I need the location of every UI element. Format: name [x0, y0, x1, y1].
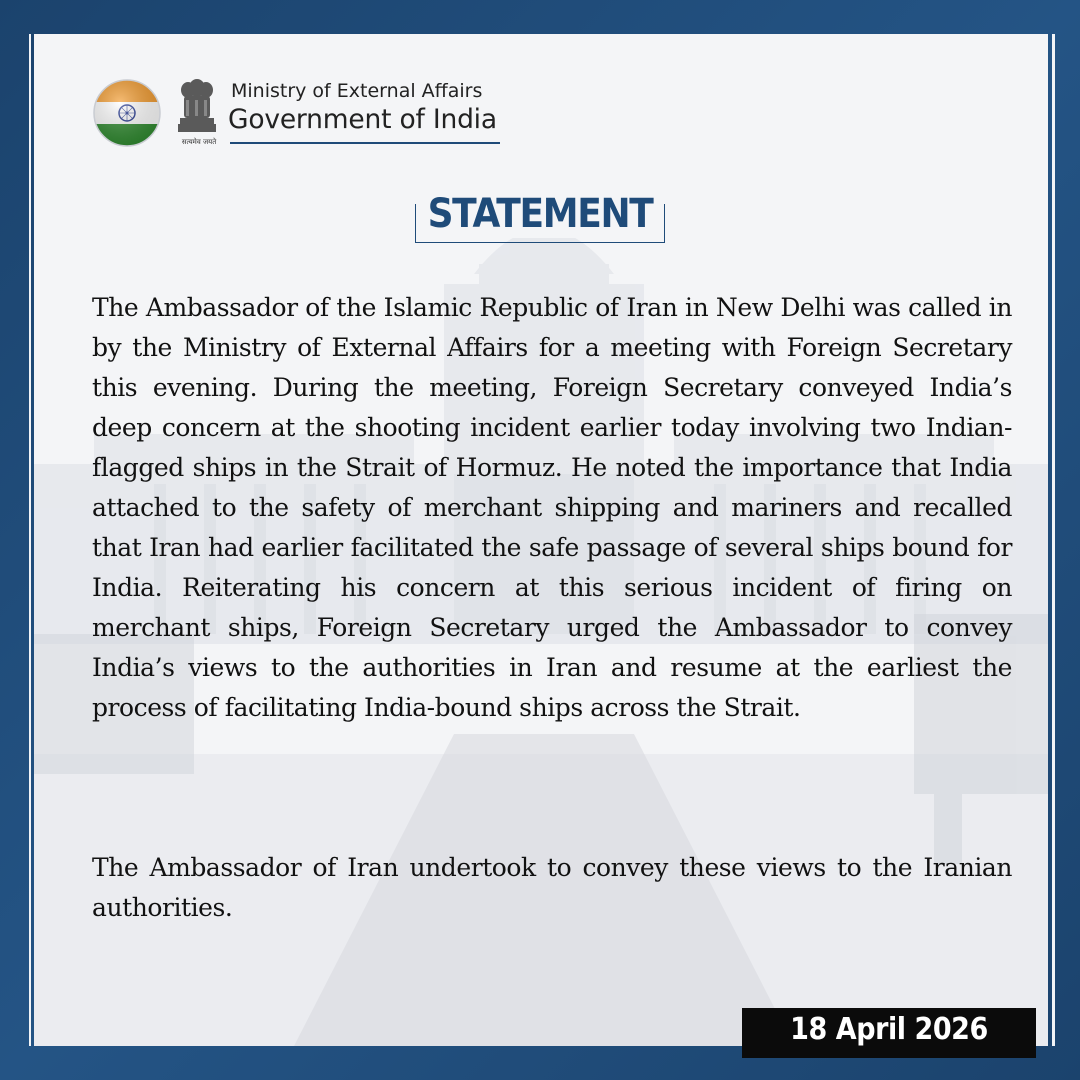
ministry-logo	[92, 76, 512, 156]
page-title: STATEMENT	[427, 191, 653, 237]
logo-underline	[230, 142, 500, 144]
frame-edge-left	[29, 34, 31, 1046]
statement-paragraph-1: The Ambassador of the Islamic Republic of Iran in New Delhi was called in by the Ministry of External Affairs for a meeting with Foreign Secretary this evening. During the meeting, Foreign Secretary conveyed India’s deep concern at the shooting incident earlier today involving two Indian-flagged ships in the Strait of Hormuz. He noted the importance that India attached to the safety of merchant shipping and mariners and recalled that Iran had earlier facilitated the safe passage of several ships bound for India. Reiterating his concern at this serious incident of firing on merchant ships, Foreign Secretary urged the Ambassador to convey India’s views to the authorities in Iran and resume at the earliest the process of facilitating India-bound ships across the Strait.	[92, 293, 1012, 722]
frame-edge-right	[1052, 34, 1055, 1046]
statement-date: 18 April 2026	[790, 1012, 988, 1047]
ministry-name: Ministry of External Affairs	[231, 80, 483, 102]
date-badge	[742, 1008, 1036, 1058]
statement-paragraph-2: The Ambassador of Iran undertook to convey these views to the Iranian authorities.	[92, 853, 1012, 922]
statement-heading	[415, 190, 665, 244]
india-flag-icon	[92, 78, 162, 148]
government-name: Government of India	[228, 104, 497, 135]
emblem-motto: सत्यमेव जयते	[181, 138, 217, 146]
